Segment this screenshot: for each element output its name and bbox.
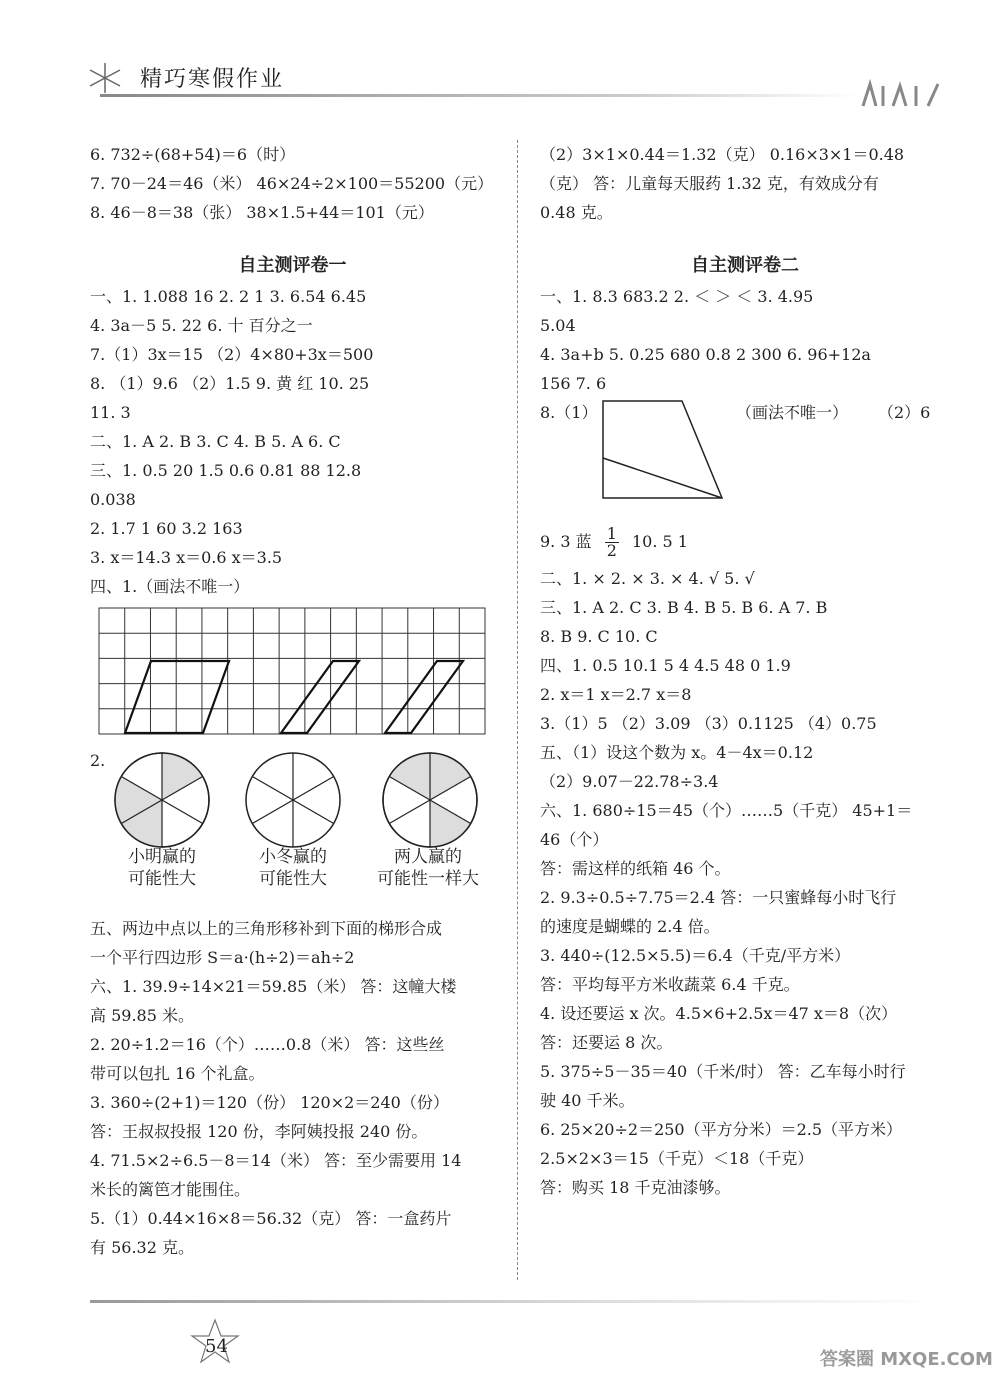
answer-line: 二、1. × 2. × 3. × 4. √ 5. √ <box>540 569 755 588</box>
spinner-pie-1 <box>112 750 212 850</box>
answer-line: 的速度是蝴蝶的 2.4 倍。 <box>540 917 720 936</box>
page-number: 54 <box>205 1336 228 1357</box>
answer-line: 六、1. 680÷15＝45（个）……5（千克） 45+1＝ <box>540 801 913 820</box>
answer-line: 一个平行四边形 S＝a·(h÷2)＝ah÷2 <box>90 948 355 967</box>
answer-line: 6. 732÷(68+54)＝6（时） <box>90 145 296 164</box>
answer-line: 2. 1.7 1 60 3.2 163 <box>90 519 243 538</box>
left-column <box>90 140 495 1262</box>
answer-line: 46（个） <box>540 830 609 849</box>
answer-line: 7.（1）3x＝15 （2）4×80+3x＝500 <box>90 345 374 364</box>
answer-line: 8. （1）9.6 （2）1.5 9. 黄 红 10. 25 <box>90 374 370 393</box>
answer-line: 156 7. 6 <box>540 374 607 393</box>
answer-line: 5.（1）0.44×16×8＝56.32（克） 答：一盒药片 <box>90 1209 452 1228</box>
spinner-figures <box>90 746 495 926</box>
header-title: 精巧寒假作业 <box>140 67 285 92</box>
answer-line: 四、1.（画法不唯一） <box>90 577 250 596</box>
answer-line: （克） 答：儿童每天服药 1.32 克，有效成分有 <box>540 174 879 193</box>
trapezoid-figure <box>600 398 725 502</box>
item9-line: 9. 3 蓝 $\frac{1}{2}$ 10. 5 1 <box>540 524 688 560</box>
spinner-pie-2 <box>243 750 343 850</box>
answer-line: 答：平均每平方米收蔬菜 6.4 千克。 <box>540 975 800 994</box>
item8-suffix: （2）6 <box>878 403 931 422</box>
brand-logo-icon <box>858 76 948 116</box>
answer-line: 7. 70－24＝46（米） 46×24÷2×100＝55200（元） <box>90 174 494 193</box>
answer-line: 答：购买 18 千克油漆够。 <box>540 1178 731 1197</box>
answer-line: 0.48 克。 <box>540 203 613 222</box>
answer-line: （2）3×1×0.44＝1.32（克） 0.16×3×1＝0.48 <box>540 145 905 164</box>
footer-divider <box>90 1300 940 1303</box>
answer-line: 答：王叔叔投报 120 份，李阿姨投报 240 份。 <box>90 1122 428 1141</box>
column-divider <box>517 140 518 1280</box>
answer-line: 4. 71.5×2÷6.5－8＝14（米） 答：至少需要用 14 <box>90 1151 462 1170</box>
section-title-test1: 自主测评卷一 <box>238 255 347 276</box>
answer-line: 8. B 9. C 10. C <box>540 627 658 646</box>
answer-line: 3. 360÷(2+1)＝120（份） 120×2＝240（份） <box>90 1093 449 1112</box>
answer-line: 3. x＝14.3 x＝0.6 x＝3.5 <box>90 548 283 567</box>
answer-line: 4. 3a－5 5. 22 6. 十 百分之一 <box>90 316 313 335</box>
answer-line: 六、1. 39.9÷14×21＝59.85（米） 答：这幢大楼 <box>90 977 457 996</box>
pie-label-3: 两人赢的 可能性一样大 <box>377 847 479 889</box>
answer-line: 三、1. 0.5 20 1.5 0.6 0.81 88 12.8 <box>90 461 362 480</box>
spinner-pie-3 <box>380 750 480 850</box>
answer-line: 五、（1）设这个数为 x。4－4x＝0.12 <box>540 743 814 762</box>
answer-line: 米长的篱笆才能围住。 <box>90 1180 251 1199</box>
answer-line: 5. 375÷5－35＝40（千米/时） 答：乙车每小时行 <box>540 1062 906 1081</box>
parallelogram-grid-figure <box>98 607 488 737</box>
answer-line: 2. x＝1 x＝2.7 x＝8 <box>540 685 692 704</box>
pie-label-1: 小明赢的 可能性大 <box>128 847 196 889</box>
answer-line: 2. 20÷1.2＝16（个）……0.8（米） 答：这些丝 <box>90 1035 445 1054</box>
answer-line: 有 56.32 克。 <box>90 1238 194 1257</box>
answer-line: 6. 25×20÷2＝250（平方分米）＝2.5（平方米） <box>540 1120 903 1139</box>
answer-line: 高 59.85 米。 <box>90 1006 194 1025</box>
answer-line: 11. 3 <box>90 403 131 422</box>
answer-line: 0.038 <box>90 490 136 509</box>
snowflake-decoration-icon <box>80 58 130 98</box>
answer-line: 4. 3a+b 5. 0.25 680 0.8 2 300 6. 96+12a <box>540 345 871 364</box>
answer-line: 答：还要运 8 次。 <box>540 1033 673 1052</box>
watermark: 答案圈 MXQE.COM <box>820 1349 993 1370</box>
answer-line: 3.（1）5 （2）3.09 （3）0.1125 （4）0.75 <box>540 714 877 733</box>
item8-figure-row <box>540 398 950 520</box>
item8-note: （画法不唯一） <box>736 403 849 422</box>
answer-line: 五、两边中点以上的三角形移补到下面的梯形合成 <box>90 919 443 938</box>
answer-line: 二、1. A 2. B 3. C 4. B 5. A 6. C <box>90 432 341 451</box>
answer-line: 三、1. A 2. C 3. B 4. B 5. B 6. A 7. B <box>540 598 828 617</box>
header-divider <box>100 94 860 97</box>
answer-line: 一、1. 1.088 16 2. 2 1 3. 6.54 6.45 <box>90 287 367 306</box>
answer-line: 一、1. 8.3 683.2 2. ＜ ＞ ＜ 3. 4.95 <box>540 287 814 306</box>
answer-line: 8. 46－8＝38（张） 38×1.5+44＝101（元） <box>90 203 434 222</box>
answer-line: 2.5×2×3＝15（千克）＜18（千克） <box>540 1149 814 1168</box>
answer-line: （2）9.07－22.78÷3.4 <box>540 772 719 791</box>
fraction: $\frac{1}{2}$ <box>606 524 617 560</box>
answer-line: 5.04 <box>540 316 576 335</box>
answer-line: 4. 设还要运 x 次。4.5×6+2.5x＝47 x＝8（次） <box>540 1004 898 1023</box>
answer-line: 带可以包扎 16 个礼盒。 <box>90 1064 265 1083</box>
item-prefix: 2. <box>90 751 106 770</box>
answer-line: 2. 9.3÷0.5÷7.75＝2.4 答：一只蜜蜂每小时飞行 <box>540 888 897 907</box>
section-title-test2: 自主测评卷二 <box>691 255 799 276</box>
answer-line: 3. 440÷(12.5×5.5)＝6.4（千克/平方米） <box>540 946 851 965</box>
pie-label-2: 小冬赢的 可能性大 <box>259 847 327 889</box>
right-column <box>540 140 950 1202</box>
answer-line: 答：需这样的纸箱 46 个。 <box>540 859 731 878</box>
item8-prefix: 8.（1） <box>540 403 598 422</box>
answer-line: 四、1. 0.5 10.1 5 4 4.5 48 0 1.9 <box>540 656 791 675</box>
answer-line: 驶 40 千米。 <box>540 1091 635 1110</box>
